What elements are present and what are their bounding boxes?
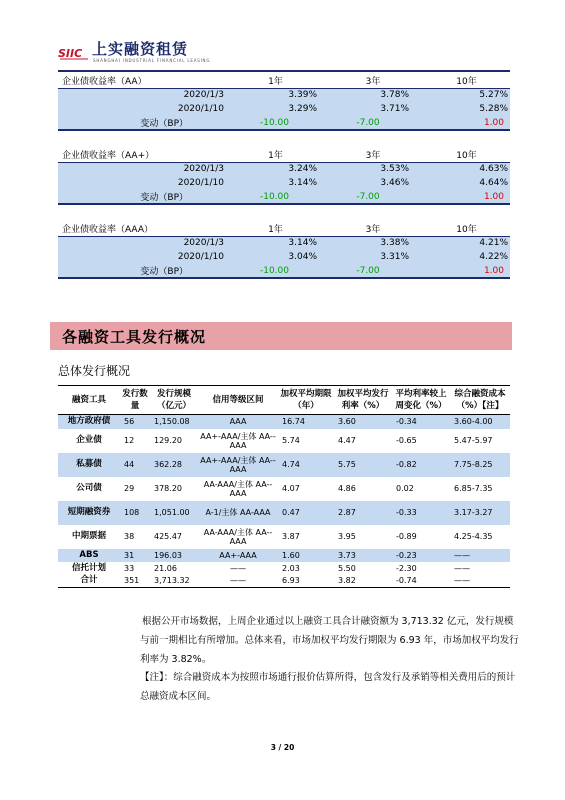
- col-header: 加权平均发行利率（%）: [337, 389, 389, 411]
- col-header: 信用等级区间: [212, 395, 264, 405]
- yield-table-aa-plus: [58, 148, 510, 205]
- table-total-row: [58, 575, 510, 588]
- cell-name: 中期票据: [71, 531, 106, 541]
- cell-value: 3.46%: [323, 176, 423, 190]
- cell-size: 378.20: [154, 484, 182, 493]
- company-name-cn: 上实融资租赁: [92, 40, 189, 58]
- cell-size: 3,713.32: [150, 575, 198, 588]
- cell-term: 0.47: [278, 501, 334, 525]
- col-header: 1年: [228, 222, 323, 236]
- col-header: 1年: [228, 74, 323, 88]
- svg-text:SIIC: SIIC: [58, 47, 83, 60]
- change-value: -7.00: [323, 264, 423, 278]
- cell-rate: 5.75: [334, 453, 392, 477]
- table-row: [58, 501, 510, 525]
- cell-rate: 4.86: [338, 484, 356, 493]
- cell-count: 12: [124, 436, 135, 445]
- cell-rate: 4.47: [338, 436, 356, 445]
- cell-term: 16.74: [278, 415, 334, 429]
- change-label: 变动（BP）: [58, 190, 228, 204]
- change-value: -10.00: [228, 116, 323, 130]
- cell-term: 5.74: [282, 436, 300, 445]
- cell-count: 38: [124, 532, 135, 541]
- col-header: 融资工具: [71, 395, 106, 405]
- row-date: 2020/1/10: [58, 102, 228, 116]
- cell-name: 合计: [58, 575, 120, 588]
- cell-rate: 3.60: [334, 415, 392, 429]
- cell-value: 4.63%: [423, 162, 510, 176]
- cell-value: 3.71%: [323, 102, 423, 116]
- cell-count: 31: [120, 549, 150, 562]
- cell-rating: ——: [230, 563, 246, 573]
- header-divider: [58, 70, 510, 72]
- company-logo-icon: [58, 42, 90, 62]
- col-header: 综合融资成本（%）【注】: [454, 389, 506, 411]
- cell-rating: AA+-AAA/主体 AA--AAA: [200, 431, 276, 450]
- cell-rating: AA-AAA/主体 AA--AAA: [203, 527, 273, 546]
- cell-value: 4.22%: [423, 250, 510, 264]
- cell-cost: 6.85-7.35: [454, 484, 493, 493]
- col-header: 10年: [423, 74, 510, 88]
- col-header: 3年: [323, 148, 423, 162]
- table-row: [58, 549, 510, 562]
- cell-change: -0.34: [392, 415, 450, 429]
- page-header: [58, 36, 508, 70]
- cell-value: 3.14%: [228, 176, 323, 190]
- col-header: 3年: [323, 74, 423, 88]
- cell-change: -0.82: [392, 453, 450, 477]
- page-number: 3 / 20: [270, 743, 295, 752]
- cell-change: 0.02: [396, 484, 414, 493]
- cell-term: 1.60: [278, 549, 334, 562]
- cell-size: 129.20: [154, 436, 182, 445]
- cell-change: -0.33: [392, 501, 450, 525]
- section-banner: [50, 322, 512, 350]
- cell-value: 3.39%: [228, 88, 323, 102]
- change-label: 变动（BP）: [58, 264, 228, 278]
- summary-paragraph: 根据公开市场数据，上周企业通过以上融资工具合计融资额为 3,713.32 亿元，发行规模与前一期相比有所增加。总体来看，市场加权平均发行期限为 6.93 年，市场加权平均发行利率为 3.82%。: [140, 616, 519, 665]
- col-header: 1年: [228, 148, 323, 162]
- cell-term: 2.03: [282, 563, 300, 573]
- col-header: 10年: [423, 222, 510, 236]
- cell-rate: 5.50: [338, 563, 356, 573]
- cell-value: 3.78%: [323, 88, 423, 102]
- table-row: [58, 429, 510, 453]
- cell-count: 56: [120, 415, 150, 429]
- cell-size: 196.03: [150, 549, 198, 562]
- cell-rating: AA+-AAA: [198, 549, 278, 562]
- cell-change: -0.23: [392, 549, 450, 562]
- table-row: [58, 415, 510, 429]
- col-header: 3年: [323, 222, 423, 236]
- change-value: -7.00: [323, 116, 423, 130]
- cell-value: 5.28%: [423, 102, 510, 116]
- cell-value: 4.21%: [423, 236, 510, 250]
- cell-cost: ——: [450, 575, 510, 588]
- cell-value: 3.24%: [228, 162, 323, 176]
- yield-table-title: 企业债收益率（AA+）: [58, 148, 228, 162]
- cell-rate: 2.87: [334, 501, 392, 525]
- issuance-table: [58, 385, 510, 588]
- cell-rate: 3.82: [334, 575, 392, 588]
- cell-name: 信托计划: [71, 562, 106, 573]
- cell-count: 33: [124, 563, 135, 573]
- table-row: [58, 477, 510, 501]
- yield-table-aa: [58, 74, 510, 131]
- cell-cost: 5.47-5.97: [454, 436, 493, 445]
- yield-table-title: 企业债收益率（AAA）: [58, 222, 228, 236]
- cell-term: 4.07: [282, 484, 300, 493]
- cell-cost: ——: [454, 563, 470, 573]
- cell-value: 3.53%: [323, 162, 423, 176]
- cell-value: 4.64%: [423, 176, 510, 190]
- cell-rating: AA+-AAA/主体 AA--AAA: [198, 453, 278, 477]
- cell-value: 3.04%: [228, 250, 323, 264]
- cell-rating: AA-AAA/主体 AA--AAA: [203, 479, 273, 498]
- subsection-title: 总体发行概况: [58, 364, 131, 378]
- col-header: 加权平均期限（年）: [280, 389, 332, 411]
- table-row: [58, 525, 510, 549]
- cell-count: 351: [120, 575, 150, 588]
- cell-name: 公司债: [76, 483, 102, 493]
- cell-cost: 7.75-8.25: [450, 453, 510, 477]
- row-date: 2020/1/3: [58, 162, 228, 176]
- cell-value: 3.31%: [323, 250, 423, 264]
- cell-rate: 3.95: [338, 532, 356, 541]
- cell-name: 私募债: [58, 453, 120, 477]
- change-value: 1.00: [423, 190, 510, 204]
- row-date: 2020/1/3: [58, 88, 228, 102]
- change-value: -7.00: [323, 190, 423, 204]
- cell-cost: 3.60-4.00: [450, 415, 510, 429]
- row-date: 2020/1/10: [58, 250, 228, 264]
- cell-cost: 3.17-3.27: [450, 501, 510, 525]
- cell-count: 108: [120, 501, 150, 525]
- cell-change: -0.74: [392, 575, 450, 588]
- cell-term: 4.74: [278, 453, 334, 477]
- cell-size: 425.47: [154, 532, 182, 541]
- cell-name: 地方政府债: [58, 415, 120, 429]
- yield-table-title: 企业债收益率（AA）: [58, 74, 228, 88]
- cell-value: 5.27%: [423, 88, 510, 102]
- cell-name: 短期融资券: [58, 501, 120, 525]
- cell-name: ABS: [58, 549, 120, 562]
- cell-change: -2.30: [396, 563, 417, 573]
- note-paragraph: 【注】：综合融资成本为按照市场通行报价估算所得，包含发行及承销等相关费用后的预计总融资成本区间。: [140, 672, 516, 702]
- table-header-row: [58, 386, 510, 415]
- col-header: 发行数量: [122, 389, 148, 411]
- cell-rating: AAA: [198, 415, 278, 429]
- cell-value: 3.14%: [228, 236, 323, 250]
- section-title: 各融资工具发行概况: [62, 328, 207, 346]
- change-value: 1.00: [423, 116, 510, 130]
- col-header: 发行规模（亿元）: [156, 389, 191, 411]
- cell-term: 3.87: [282, 532, 300, 541]
- change-label: 变动（BP）: [58, 116, 228, 130]
- row-date: 2020/1/3: [58, 236, 228, 250]
- cell-size: 362.28: [150, 453, 198, 477]
- change-value: -10.00: [228, 264, 323, 278]
- yield-table-aaa: [58, 222, 510, 279]
- cell-name: 企业债: [76, 435, 102, 445]
- cell-size: 21.06: [154, 563, 177, 573]
- change-value: 1.00: [423, 264, 510, 278]
- cell-cost: 4.25-4.35: [454, 532, 493, 541]
- cell-rating: A-1/主体 AA-AAA: [198, 501, 278, 525]
- company-name-en: SHANGHAI INDUSTRIAL FINANCIAL LEASING: [93, 58, 211, 63]
- table-row: [58, 453, 510, 477]
- cell-size: 1,150.08: [150, 415, 198, 429]
- row-date: 2020/1/10: [58, 176, 228, 190]
- cell-count: 44: [120, 453, 150, 477]
- col-header: 10年: [423, 148, 510, 162]
- change-value: -10.00: [228, 190, 323, 204]
- cell-change: -0.89: [396, 532, 417, 541]
- cell-rate: 3.73: [334, 549, 392, 562]
- cell-rating: ——: [198, 575, 278, 588]
- cell-cost: ——: [450, 549, 510, 562]
- cell-value: 3.29%: [228, 102, 323, 116]
- col-header: 平均利率较上周变化（%）: [395, 389, 447, 411]
- cell-term: 6.93: [278, 575, 334, 588]
- table-row: [58, 562, 510, 575]
- cell-count: 29: [124, 484, 135, 493]
- cell-change: -0.65: [396, 436, 417, 445]
- cell-size: 1,051.00: [150, 501, 198, 525]
- cell-value: 3.38%: [323, 236, 423, 250]
